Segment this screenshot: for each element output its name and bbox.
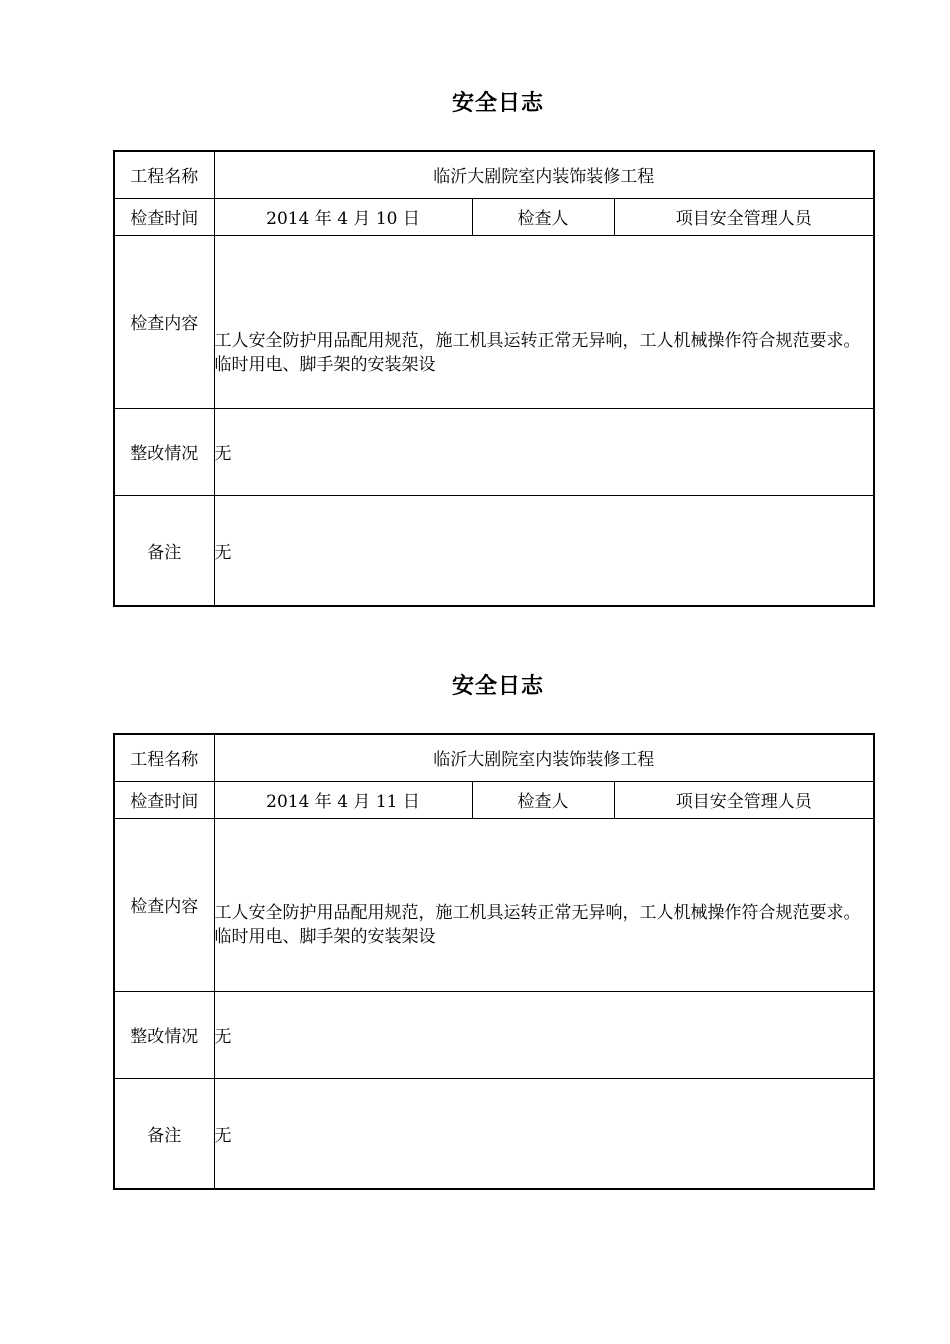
log-table xyxy=(113,150,875,607)
label-remarks: 备注 xyxy=(114,1078,214,1189)
log-title: 安全日志 xyxy=(451,91,544,116)
value-project-name: 临沂大剧院室内装饰装修工程 xyxy=(214,151,874,198)
label-inspect-content: 检查内容 xyxy=(114,818,214,991)
value-project-name: 临沂大剧院室内装饰装修工程 xyxy=(214,734,874,781)
label-inspector: 检查人 xyxy=(472,198,614,235)
label-project-name: 工程名称 xyxy=(114,734,214,781)
label-inspect-time: 检查时间 xyxy=(114,198,214,235)
value-inspect-content: 工人安全防护用品配用规范，施工机具运转正常无异响，工人机械操作符合规范要求。临时用电、脚手架的安装架设 xyxy=(214,902,861,947)
value-inspect-content-cell xyxy=(214,235,874,408)
value-inspect-time: 2014 年 4 月 11 日 xyxy=(214,781,472,818)
value-inspector: 项目安全管理人员 xyxy=(614,781,874,818)
row-project-name xyxy=(114,734,874,781)
label-rectification: 整改情况 xyxy=(114,408,214,495)
row-rectification xyxy=(114,408,874,495)
row-project-name xyxy=(114,151,874,198)
row-inspect-content xyxy=(114,235,874,408)
value-remarks: 无 xyxy=(214,1078,874,1189)
log-title: 安全日志 xyxy=(451,674,544,699)
value-inspect-content-cell xyxy=(214,818,874,991)
label-inspect-content: 检查内容 xyxy=(114,235,214,408)
label-remarks: 备注 xyxy=(114,495,214,606)
row-rectification xyxy=(114,991,874,1078)
value-rectification: 无 xyxy=(214,991,874,1078)
row-inspect-time xyxy=(114,781,874,818)
label-project-name: 工程名称 xyxy=(114,151,214,198)
row-remarks xyxy=(114,1078,874,1189)
label-inspect-time: 检查时间 xyxy=(114,781,214,818)
row-inspect-time xyxy=(114,198,874,235)
value-rectification: 无 xyxy=(214,408,874,495)
value-inspect-content: 工人安全防护用品配用规范，施工机具运转正常无异响，工人机械操作符合规范要求。临时用电、脚手架的安装架设 xyxy=(214,330,861,375)
label-rectification: 整改情况 xyxy=(114,991,214,1078)
value-remarks: 无 xyxy=(214,495,874,606)
log-table xyxy=(113,733,875,1190)
value-inspect-time: 2014 年 4 月 10 日 xyxy=(214,198,472,235)
row-inspect-content xyxy=(114,818,874,991)
value-inspector: 项目安全管理人员 xyxy=(614,198,874,235)
label-inspector: 检查人 xyxy=(472,781,614,818)
row-remarks xyxy=(114,495,874,606)
